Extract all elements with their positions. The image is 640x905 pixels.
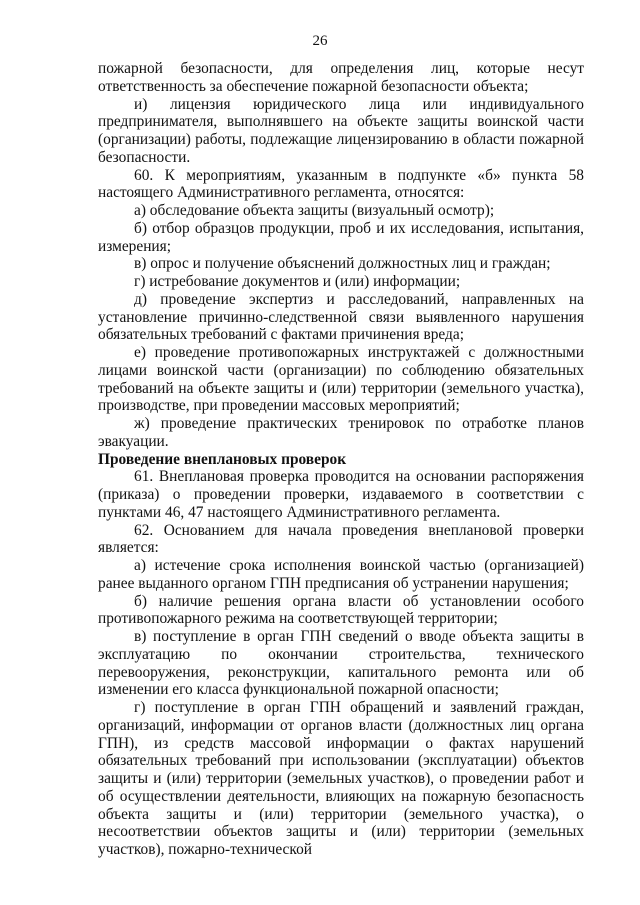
basis-item-v: в) поступление в орган ГПН сведений о вводе объекта защиты в эксплуатацию по окончании строительства, технического перевооружения, реконструкции, капитального ремонта или об изменении его класса функциональной пожарной опасности; (98, 628, 584, 699)
document-body (98, 60, 584, 859)
list-item-v: в) опрос и получение объяснений должностных лиц и граждан; (134, 255, 551, 273)
paragraph-62: 62. Основанием для начала проведения внеплановой проверки является: (98, 521, 584, 557)
page-number: 26 (312, 33, 328, 49)
paragraph-61: 61. Внеплановая проверка проводится на основании распоряжения (приказа) о проведении проверки, издаваемого в соответствии с пунктами 46, 47 настоящего Административного регламента. (98, 468, 584, 521)
basis-item-b: б) наличие решения органа власти об установлении особого противопожарного режима на соответствующей территории; (98, 592, 584, 628)
list-item-e: е) проведение противопожарных инструктажей с должностными лицами воинской части (организации) по соблюдению обязательных требований на объекте защиты и (или) территории (земельного участка), производстве, при проведении массовых мероприятий; (98, 344, 584, 415)
basis-item-g: г) поступление в орган ГПН обращений и заявлений граждан, организаций, информации от органов власти (должностных лиц органа ГПН), из средств массовой информации о фактах нарушений обязательных требований при использовании (эксплуатации) объектов защиты и (или) территории (земельных участков), о проведении работ и об осуществлении деятельности, влияющих на пожарную безопасность объекта защиты и (или) территории (земельного участка), о несоответствии объектов защиты и (или) территории (земельных участков), пожарно-технической (98, 699, 584, 858)
section-heading: Проведение внеплановых проверок (98, 450, 347, 468)
basis-item-a: а) истечение срока исполнения воинской частью (организацией) ранее выданного органом ГПН предписания об устранении нарушения; (98, 557, 584, 592)
list-item-i: и) лицензия юридического лица или индивидуального предпринимателя, выполнявшего на объекте защиты воинской части (организации) работы, подлежащие лицензированию в области пожарной безопасности. (98, 95, 584, 166)
list-item-a: а) обследование объекта защиты (визуальный осмотр); (134, 202, 495, 219)
paragraph-60: 60. К мероприятиям, указанным в подпункте «б» пункта 58 настоящего Административного регламента, относятся: (98, 166, 584, 202)
list-item-b: б) отбор образцов продукции, проб и их исследования, испытания, измерения; (98, 219, 584, 255)
list-item-zh: ж) проведение практических тренировок по отработке планов эвакуации. (98, 415, 584, 450)
paragraph-continuation: пожарной безопасности, для определения лиц, которые несут ответственность за обеспечение пожарной безопасности объекта; (98, 60, 584, 95)
list-item-g: г) истребование документов и (или) информации; (134, 273, 461, 290)
list-item-d: д) проведение экспертиз и расследований, направленных на установление причинно-следственной связи выявленного нарушения обязательных требований с фактами причинения вреда; (98, 290, 584, 344)
